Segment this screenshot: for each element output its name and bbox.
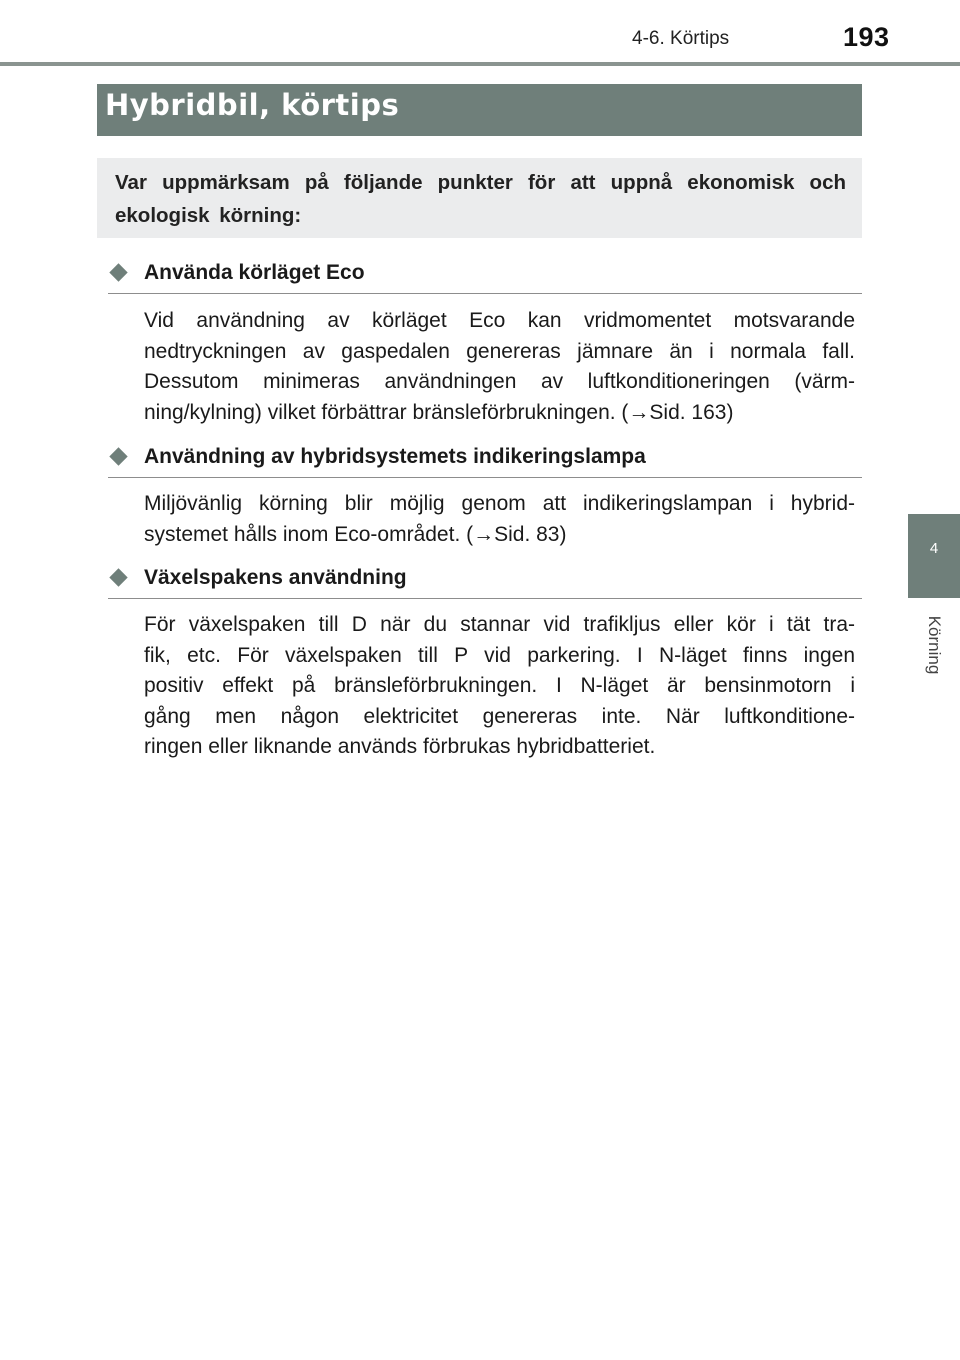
diamond-bullet-icon [109, 568, 127, 586]
body-line: Miljövänlig körning blir möjlig genom att indikeringslampan i hybrid- [144, 492, 855, 515]
section-title: Växelspakens användning [144, 566, 407, 589]
header-section-label: 4-6. Körtips [632, 28, 730, 49]
body-line: gång men någon elektricitet genereras inte. När luftkonditione- [144, 704, 855, 728]
body-line: Dessutom minimeras användningen av luftkonditioneringen (värm- [144, 370, 855, 393]
section-title: Använda körläget Eco [144, 261, 365, 284]
title-bar [97, 84, 862, 136]
body-line: systemet hålls inom Eco-området. (→Sid. 83) [144, 522, 567, 546]
diamond-bullet-icon [109, 447, 127, 465]
body-line: ning/kylning) vilket förbättrar bränsleförbrukningen. (→Sid. 163) [144, 400, 734, 424]
diamond-bullet-icon [109, 263, 127, 281]
section-body [144, 306, 855, 428]
intro-box [97, 158, 862, 238]
section-heading [108, 443, 862, 478]
intro-text: Var uppmärksam på följande punkter för att uppnå ekonomisk och ekologisk körning: [115, 171, 846, 227]
section-body [144, 489, 855, 550]
body-line: För växelspaken till D när du stannar vid trafikljus eller kör i tät tra- [144, 613, 855, 636]
header-divider [0, 62, 960, 66]
body-line: ringen eller liknande används förbrukas hybridbatteriet. [144, 735, 656, 758]
section-heading [108, 259, 862, 294]
body-line: Vid användning av körläget Eco kan vridmomentet motsvarande [144, 309, 855, 332]
section-title: Användning av hybridsystemets indikeringslampa [144, 445, 646, 468]
section-heading [108, 564, 862, 599]
chapter-tab[interactable] [908, 514, 960, 598]
page-title: Hybridbil, körtips [105, 88, 400, 122]
page-number: 193 [843, 22, 890, 52]
body-line: positiv effekt på bränsleförbrukningen. I N-läget är bensinmotorn i [144, 674, 855, 697]
section-body [144, 610, 855, 763]
body-line: fik, etc. För växelspaken till P vid parkering. I N-läget finns ingen [144, 643, 855, 667]
chapter-tab-number: 4 [929, 540, 939, 557]
body-line: nedtryckningen av gaspedalen genereras jämnare än i normala fall. [144, 339, 855, 363]
chapter-tab-label: Körning [925, 615, 944, 675]
